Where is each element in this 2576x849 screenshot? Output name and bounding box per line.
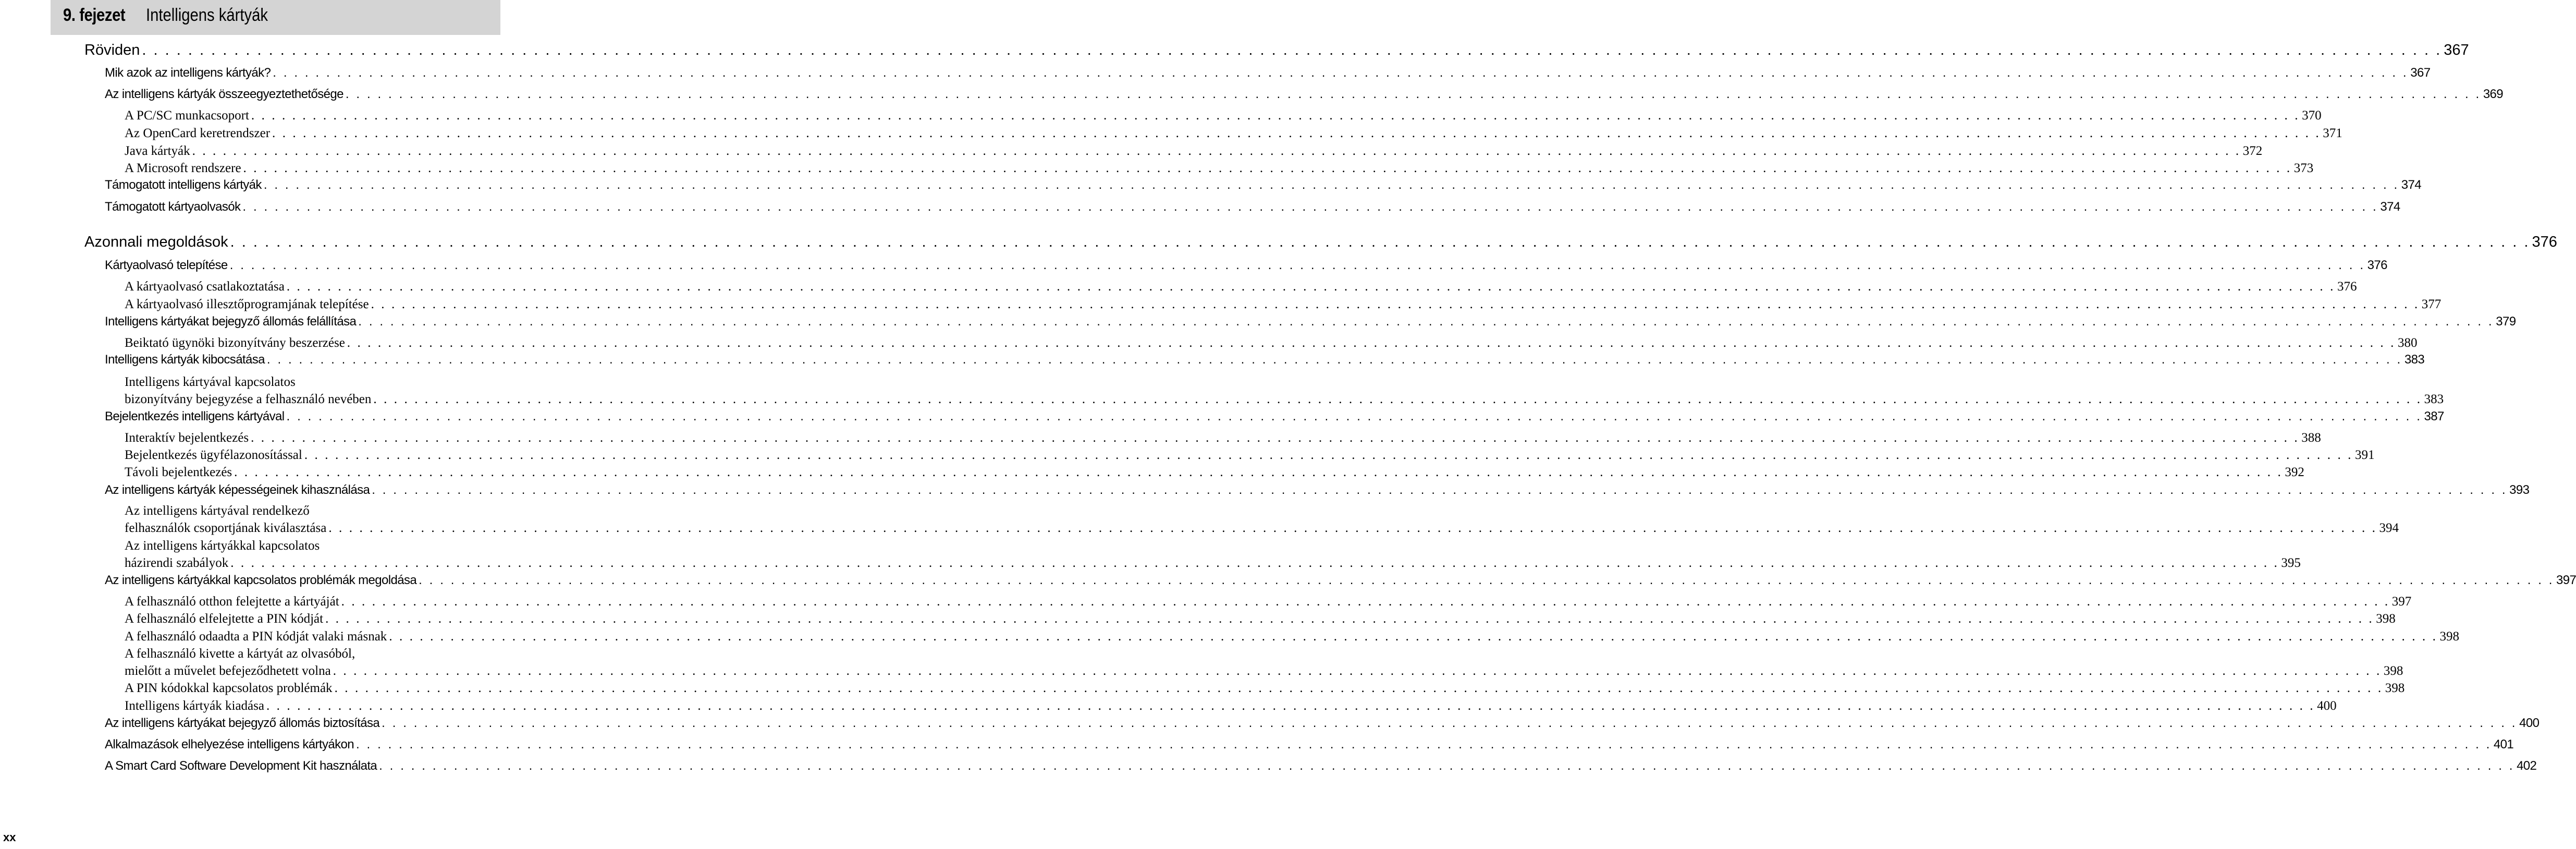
dot-leader: . . . . . . . . . . . . . . . . . . . . . . . . . . . . . . . . . . . . . . . . . . . . . . . . . . . . . . . . . . . . . . . . . . . . . . . . . . . . . . . . . . . . . . . . . . . . . . . . . . . . . . . . . . . . . . . . . . . . . . . . . . . . . . . . . . . . . . . . . . . . . . . . . . . . . . . . . . . . . . . . . . . . . . . . . . . . . . . . . . . . . . . . . . . . . . . . . . . . . . . . xyxy=(334,681,2383,695)
toc-entry-title: A kártyaolvasó csatlakoztatása xyxy=(125,280,285,294)
dot-leader: . . . . . . . . . . . . . . . . . . . . . . . . . . . . . . . . . . . . . . . . . . . . . . . . . . . . . . . . . . . . . . . . . . . . . . . . . . . . . . . . . . . . . . . . . . . . . . . . . . . . . . . . . . . . . . . . . . . . . . . . . . . . . . . . . . . . . . . . . . . . . . . . . . . . . . . . . . . . . . . . . . . . . . . . . . . . . . . . . . . . . . . . . . . . . . . . . . . . . . . . xyxy=(251,108,2300,123)
dot-leader: . . . . . . . . . . . . . . . . . . . . . . . . . . . . . . . . . . . . . . . . . . . . . . . . . . . . . . . . . . . . . . . . . . . . . . . . . . . . . . . . . . . . . . . . . . . . . . . . . . . . . . . . . . . . . . . . . . . . . . . . . . . . . . . . . . . . . . . . . . . . . . . . . . . . . . . . . . . . . . . . . . . . . . . . . . . . . . . . . . . . . . . . . . . . . . . . . . . . . . . . xyxy=(272,126,2321,140)
chapter-number: 9. fejezet xyxy=(63,5,126,25)
toc-entry-page-number: 387 xyxy=(2424,409,2444,423)
toc-entry-page-number: 398 xyxy=(2376,612,2396,626)
toc-entry[interactable] xyxy=(105,353,2425,367)
toc-entry[interactable] xyxy=(105,258,2387,273)
toc-entry-page-number: 394 xyxy=(2379,521,2399,535)
toc-entry[interactable] xyxy=(125,521,2399,536)
toc-entry-page-number: 374 xyxy=(2380,200,2400,214)
toc-entry-page-number: 367 xyxy=(2410,66,2431,80)
toc-entry[interactable] xyxy=(105,716,2540,731)
toc-entry[interactable] xyxy=(84,42,2469,59)
toc-entry[interactable] xyxy=(105,66,2431,80)
toc-entry-page-number: 398 xyxy=(2383,664,2403,678)
toc-entry-title: házirendi szabályok xyxy=(125,556,229,570)
toc-entry-title: mielőtt a művelet befejeződhetett volna xyxy=(125,664,331,678)
toc-entry-title: A PIN kódokkal kapcsolatos problémák xyxy=(125,681,333,695)
dot-leader: . . . . . . . . . . . . . . . . . . . . . . . . . . . . . . . . . . . . . . . . . . . . . . . . . . . . . . . . . . . . . . . . . . . . . . . . . . . . . . . . . . . . . . . . . . . . . . . . . . . . . . . . . . . . . . . . . . . . . . . . . . . . . . . . . . . . . . . . . . . . . . . . . . . . . . . . . . . . . . . . . . . . . . . . . . . . . . . . . . . . . . . . . . . . . . . . . . . . . . . . xyxy=(304,448,2353,462)
toc-entry-title: bizonyítvány bejegyzése a felhasználó nevében xyxy=(125,392,372,406)
dot-leader: . . . . . . . . . . . . . . . . . . . . . . . . . . . . . . . . . . . . . . . . . . . . . . . . . . . . . . . . . . . . . . . . . . . . . . . . . . . . . . . . . . . . . . . . . . . . . . . . . . . . . . . . . . . . . . . . . . . . . . . . . . . . . . . . . . . . . . . . . . . . . . . . . . . . . . . . . . . . . . . . . . . . . . . . . . . . . . . . . . . . . . . . . . . . . . . . . . . . . . . . xyxy=(230,556,2279,570)
dot-leader: . . . . . . . . . . . . . . . . . . . . . . . . . . . . . . . . . . . . . . . . . . . . . . . . . . . . . . . . . . . . . . . . . . . . . . . . . . . . . . . . . . . . . . . . . . . . . . . . . . . . . . . . . . . . . . . . . . . . . . . . . . . . . . . . . . . . . . . . . . . . . . . . . . . . . . . . . . . . . . . . . . . . . . . . . . . . . . . . . . . . . . . . . . . . . . . . . . . . . . . . xyxy=(142,42,2442,58)
toc-entry-page-number: 379 xyxy=(2496,314,2516,329)
toc-entry-page-number: 377 xyxy=(2421,297,2442,311)
toc-entry[interactable] xyxy=(125,161,2314,176)
toc-entry-page-number: 380 xyxy=(2397,336,2418,350)
toc-entry-title: A felhasználó odaadta a PIN kódját valaki másnak xyxy=(125,629,387,644)
toc-entry[interactable] xyxy=(125,108,2322,123)
toc-entry-title: Bejelentkezés intelligens kártyával xyxy=(105,409,285,423)
dot-leader: . . . . . . . . . . . . . . . . . . . . . . . . . . . . . . . . . . . . . . . . . . . . . . . . . . . . . . . . . . . . . . . . . . . . . . . . . . . . . . . . . . . . . . . . . . . . . . . . . . . . . . . . . . . . . . . . . . . . . . . . . . . . . . . . . . . . . . . . . . . . . . . . . . . . . . . . . . . . . . . . . . . . . . . . . . . . . . . . . . . . . . . . . . . . . . . . . . . . . . . . xyxy=(389,629,2438,644)
toc-entry-page-number: 395 xyxy=(2281,556,2301,570)
toc-entry[interactable] xyxy=(125,681,2405,696)
toc-entry-title: A kártyaolvasó illesztőprogramjának telepítése xyxy=(125,297,369,311)
toc-entry-title: Támogatott intelligens kártyák xyxy=(105,178,262,192)
toc-entry-title: Interaktív bejelentkezés xyxy=(125,431,249,445)
dot-leader: . . . . . . . . . . . . . . . . . . . . . . . . . . . . . . . . . . . . . . . . . . . . . . . . . . . . . . . . . . . . . . . . . . . . . . . . . . . . . . . . . . . . . . . . . . . . . . . . . . . . . . . . . . . . . . . . . . . . . . . . . . . . . . . . . . . . . . . . . . . . . . . . . . . . . . . . . . . . . . . . . . . . . . . . . . . . . . . . . . . . . . . . . . . . . . . . . . . . . . . . xyxy=(382,716,2518,730)
toc-entry[interactable] xyxy=(125,280,2357,294)
dot-leader: . . . . . . . . . . . . . . . . . . . . . . . . . . . . . . . . . . . . . . . . . . . . . . . . . . . . . . . . . . . . . . . . . . . . . . . . . . . . . . . . . . . . . . . . . . . . . . . . . . . . . . . . . . . . . . . . . . . . . . . . . . . . . . . . . . . . . . . . . . . . . . . . . . . . . . . . . . . . . . . . . . . . . . . . . . . . . . . . . . . . . . . . . . . . . . . . . . . . . . . . xyxy=(266,699,2315,713)
toc-entry[interactable] xyxy=(125,664,2403,678)
toc-entry-page-number: 397 xyxy=(2556,573,2576,587)
toc-entry-title: A PC/SC munkacsoport xyxy=(125,108,249,123)
toc-entry-page-number: 397 xyxy=(2391,595,2412,609)
toc-entry-title: Intelligens kártyák kiadása xyxy=(125,699,264,713)
toc-entry-page-number: 376 xyxy=(2367,258,2387,272)
toc-entry-title: A Microsoft rendszere xyxy=(125,161,241,175)
dot-leader: . . . . . . . . . . . . . . . . . . . . . . . . . . . . . . . . . . . . . . . . . . . . . . . . . . . . . . . . . . . . . . . . . . . . . . . . . . . . . . . . . . . . . . . . . . . . . . . . . . . . . . . . . . . . . . . . . . . . . . . . . . . . . . . . . . . . . . . . . . . . . . . . . . . . . . . . . . . . . . . . . . . . . . . . . . . . . . . . . . . . . . . . . . . . . . . . . . . . . . . . xyxy=(341,595,2390,609)
toc-entry-page-number: 398 xyxy=(2385,681,2405,695)
toc-entry-title: Az intelligens kártyákkal kapcsolatos problémák megoldása xyxy=(105,573,417,587)
dot-leader: . . . . . . . . . . . . . . . . . . . . . . . . . . . . . . . . . . . . . . . . . . . . . . . . . . . . . . . . . . . . . . . . . . . . . . . . . . . . . . . . . . . . . . . . . . . . . . . . . . . . . . . . . . . . . . . . . . . . . . . . . . . . . . . . . . . . . . . . . . . . . . . . . . . . . . . . . . . . . . . . . . . . . . . . . . . . . . . . . . . . . . . . . . . . . . . . . . . . . . . . xyxy=(234,465,2283,479)
toc-entry-title: Intelligens kártyákat bejegyző állomás felállítása xyxy=(105,314,357,329)
toc-entry-page-number: 373 xyxy=(2293,161,2314,175)
dot-leader: . . . . . . . . . . . . . . . . . . . . . . . . . . . . . . . . . . . . . . . . . . . . . . . . . . . . . . . . . . . . . . . . . . . . . . . . . . . . . . . . . . . . . . . . . . . . . . . . . . . . . . . . . . . . . . . . . . . . . . . . . . . . . . . . . . . . . . . . . . . . . . . . . . . . . . . . . . . . . . . . . . . . . . . . . . . . . . . . . . . . . . . . . . . . . . . . . . . . . . . . xyxy=(243,161,2292,175)
toc-entry-title: Az intelligens kártyákat bejegyző állomás biztosítása xyxy=(105,716,380,730)
toc-entry-title: Röviden xyxy=(84,42,140,58)
toc-entry[interactable] xyxy=(105,759,2537,773)
toc-entry-page-number: 376 xyxy=(2532,234,2557,250)
toc-entry-page-number: 369 xyxy=(2483,87,2504,101)
toc-entry-page-number: 400 xyxy=(2519,716,2540,730)
toc-entry-page-number: 383 xyxy=(2404,353,2425,367)
page-folio: xx xyxy=(3,831,16,844)
dot-leader: . . . . . . . . . . . . . . . . . . . . . . . . . . . . . . . . . . . . . . . . . . . . . . . . . . . . . . . . . . . . . . . . . . . . . . . . . . . . . . . . . . . . . . . . . . . . . . . . . . . . . . . . . . . . . . . . . . . . . . . . . . . . . . . . . . . . . . . . . . . . . . . . . . . . . . . . . . . . . . . . . . . . . . . . . . . . . . . . . . . . . . . . . . . . . . . . . . . . . . . . xyxy=(242,200,2378,214)
toc-entry-title: Az OpenCard keretrendszer xyxy=(125,126,271,140)
toc-entry-title: Az intelligens kártyák összeegyeztethetősége xyxy=(105,87,344,101)
toc-entry-page-number: 370 xyxy=(2302,108,2322,123)
dot-leader: . . . . . . . . . . . . . . . . . . . . . . . . . . . . . . . . . . . . . . . . . . . . . . . . . . . . . . . . . . . . . . . . . . . . . . . . . . . . . . . . . . . . . . . . . . . . . . . . . . . . . . . . . . . . . . . . . . . . . . . . . . . . . . . . . . . . . . . . . . . . . . . . . . . . . . . . . . . . . . . . . . . . . . . . . . . . . . . . . . . . . . . . . . . . . . . . . . . . . . . . xyxy=(371,297,2420,311)
dot-leader: . . . . . . . . . . . . . . . . . . . . . . . . . . . . . . . . . . . . . . . . . . . . . . . . . . . . . . . . . . . . . . . . . . . . . . . . . . . . . . . . . . . . . . . . . . . . . . . . . . . . . . . . . . . . . . . . . . . . . . . . . . . . . . . . . . . . . . . . . . . . . . . . . . . . . . . . . . . . . . . . . . . . . . . . . . . . . . . . . . . . . . . . . . . . . . . . . . . . . . . . xyxy=(286,409,2422,423)
toc-entry[interactable] xyxy=(125,144,2263,159)
toc-entry[interactable] xyxy=(125,465,2304,480)
toc-entry-title: Azonnali megoldások xyxy=(84,234,228,250)
toc-entry[interactable] xyxy=(125,595,2412,609)
dot-leader: . . . . . . . . . . . . . . . . . . . . . . . . . . . . . . . . . . . . . . . . . . . . . . . . . . . . . . . . . . . . . . . . . . . . . . . . . . . . . . . . . . . . . . . . . . . . . . . . . . . . . . . . . . . . . . . . . . . . . . . . . . . . . . . . . . . . . . . . . . . . . . . . . . . . . . . . . . . . . . . . . . . . . . . . . . . . . . . . . . . . . . . . . . . . . . . . . . . . . . . . xyxy=(373,392,2422,406)
toc-entry-title: Kártyaolvasó telepítése xyxy=(105,258,228,272)
toc-entry-page-number: 367 xyxy=(2444,42,2469,58)
toc-entry[interactable] xyxy=(125,556,2301,571)
toc-entry-title: felhasználók csoportjának kiválasztása xyxy=(125,521,327,535)
dot-leader: . . . . . . . . . . . . . . . . . . . . . . . . . . . . . . . . . . . . . . . . . . . . . . . . . . . . . . . . . . . . . . . . . . . . . . . . . . . . . . . . . . . . . . . . . . . . . . . . . . . . . . . . . . . . . . . . . . . . . . . . . . . . . . . . . . . . . . . . . . . . . . . . . . . . . . . . . . . . . . . . . . . . . . . . . . . . . . . . . . . . . . . . . . . . . . . . . . . . . . . . xyxy=(328,521,2377,535)
toc-entry-page-number: 376 xyxy=(2337,280,2357,294)
toc-entry[interactable] xyxy=(105,178,2421,192)
toc-entry-title: A Smart Card Software Development Kit használata xyxy=(105,759,377,773)
toc-entry-title: Bejelentkezés ügyfélazonosítással xyxy=(125,448,302,462)
toc-entry-title: A felhasználó otthon felejtette a kártyáját xyxy=(125,595,339,609)
toc-entry-page-number: 383 xyxy=(2424,392,2444,406)
dot-leader: . . . . . . . . . . . . . . . . . . . . . . . . . . . . . . . . . . . . . . . . . . . . . . . . . . . . . . . . . . . . . . . . . . . . . . . . . . . . . . . . . . . . . . . . . . . . . . . . . . . . . . . . . . . . . . . . . . . . . . . . . . . . . . . . . . . . . . . . . . . . . . . . . . . . . . . . . . . . . . . . . . . . . . . . . . . . . . . . . . . . . . . . . . . . . . . . . . . . . . . . xyxy=(273,66,2409,80)
toc-entry-title: Az intelligens kártyák képességeinek kihasználása xyxy=(105,483,370,497)
dot-leader: . . . . . . . . . . . . . . . . . . . . . . . . . . . . . . . . . . . . . . . . . . . . . . . . . . . . . . . . . . . . . . . . . . . . . . . . . . . . . . . . . . . . . . . . . . . . . . . . . . . . . . . . . . . . . . . . . . . . . . . . . . . . . . . . . . . . . . . . . . . . . . . . . . . . . . . . . . . . . . . . . . . . . . . . . . . . . . . . . . . . . . . . . . . . . . . . . . . . . . . . xyxy=(347,336,2396,350)
toc-entry-title: Intelligens kártyák kibocsátása xyxy=(105,353,265,367)
toc-entry[interactable] xyxy=(125,448,2375,463)
toc-entry[interactable] xyxy=(125,336,2418,350)
toc-entry-title: Támogatott kártyaolvasók xyxy=(105,200,241,214)
toc-entry-title: Alkalmazások elhelyezése intelligens kártyákon xyxy=(105,737,354,751)
toc-entry[interactable] xyxy=(125,629,2459,644)
dot-leader: . . . . . . . . . . . . . . . . . . . . . . . . . . . . . . . . . . . . . . . . . . . . . . . . . . . . . . . . . . . . . . . . . . . . . . . . . . . . . . . . . . . . . . . . . . . . . . . . . . . . . . . . . . . . . . . . . . . . . . . . . . . . . . . . . . . . . . . . . . . . . . . . . . . . . . . . . . . . . . . . . . . . . . . . . . . . . . . . . . . . . . . . . . . . . . . . . . . . . . . . xyxy=(345,87,2481,101)
toc-entry[interactable] xyxy=(105,87,2504,102)
toc-entry[interactable] xyxy=(125,126,2342,141)
toc-entry[interactable] xyxy=(125,297,2442,312)
toc-entry-page-number: 371 xyxy=(2323,126,2342,140)
dot-leader: . . . . . . . . . . . . . . . . . . . . . . . . . . . . . . . . . . . . . . . . . . . . . . . . . . . . . . . . . . . . . . . . . . . . . . . . . . . . . . . . . . . . . . . . . . . . . . . . . . . . . . . . . . . . . . . . . . . . . . . . . . . . . . . . . . . . . . . . . . . . . . . . . . . . . . . . . . . . . . . . . . . . . . . . . . . . . . . . . . . . . . . . . . . . . . . . . . . . . . . . xyxy=(229,258,2365,272)
dot-leader: . . . . . . . . . . . . . . . . . . . . . . . . . . . . . . . . . . . . . . . . . . . . . . . . . . . . . . . . . . . . . . . . . . . . . . . . . . . . . . . . . . . . . . . . . . . . . . . . . . . . . . . . . . . . . . . . . . . . . . . . . . . . . . . . . . . . . . . . . . . . . . . . . . . . . . . . . . . . . . . . . . . . . . . . . . . . . . . . . . . . . . . . . . . . . . . . . . . . . . . . xyxy=(263,178,2399,192)
toc-entry[interactable] xyxy=(105,200,2400,214)
toc-entry-title: A felhasználó elfelejtette a PIN kódját xyxy=(125,612,324,626)
toc-entry-title: Mik azok az intelligens kártyák? xyxy=(105,66,271,80)
toc-entry[interactable] xyxy=(105,483,2530,498)
toc-entry-page-number: 400 xyxy=(2317,699,2337,713)
toc-entry-page-number: 372 xyxy=(2242,144,2263,158)
toc-entry-page-number: 374 xyxy=(2401,178,2421,192)
dot-leader: . . . . . . . . . . . . . . . . . . . . . . . . . . . . . . . . . . . . . . . . . . . . . . . . . . . . . . . . . . . . . . . . . . . . . . . . . . . . . . . . . . . . . . . . . . . . . . . . . . . . . . . . . . . . . . . . . . . . . . . . . . . . . . . . . . . . . . . . . . . . . . . . . . . . . . . . . . . . . . . . . . . . . . . . . . . . . . . . . . . . . . . . . . . . . . . . . . . . . . . . xyxy=(266,353,2402,367)
toc-entry-page-number: 398 xyxy=(2439,629,2459,644)
toc-entry[interactable] xyxy=(125,431,2321,445)
toc-entry-title: Távoli bejelentkezés xyxy=(125,465,232,479)
dot-leader: . . . . . . . . . . . . . . . . . . . . . . . . . . . . . . . . . . . . . . . . . . . . . . . . . . . . . . . . . . . . . . . . . . . . . . . . . . . . . . . . . . . . . . . . . . . . . . . . . . . . . . . . . . . . . . . . . . . . . . . . . . . . . . . . . . . . . . . . . . . . . . . . . . . . . . . . . . . . . . . . . . . . . . . . . . . . . . . . . . . . . . . . . . . . . . . . . . . . . . . . xyxy=(358,314,2494,329)
toc-entry[interactable] xyxy=(125,699,2337,713)
toc-entry-title-line: A felhasználó kivette a kártyát az olvasóból, xyxy=(125,647,355,661)
dot-leader: . . . . . . . . . . . . . . . . . . . . . . . . . . . . . . . . . . . . . . . . . . . . . . . . . . . . . . . . . . . . . . . . . . . . . . . . . . . . . . . . . . . . . . . . . . . . . . . . . . . . . . . . . . . . . . . . . . . . . . . . . . . . . . . . . . . . . . . . . . . . . . . . . . . . . . . . . . . . . . . . . . . . . . . . . . . . . . . . . . . . . . . . . . . . . . . . . . . . . . . . xyxy=(372,483,2508,497)
toc-entry[interactable] xyxy=(84,234,2557,251)
dot-leader: . . . . . . . . . . . . . . . . . . . . . . . . . . . . . . . . . . . . . . . . . . . . . . . . . . . . . . . . . . . . . . . . . . . . . . . . . . . . . . . . . . . . . . . . . . . . . . . . . . . . . . . . . . . . . . . . . . . . . . . . . . . . . . . . . . . . . . . . . . . . . . . . . . . . . . . . . . . . . . . . . . . . . . . . . . . . . . . . . . . . . . . . . . . . . . . . . . . . . . . . xyxy=(356,737,2492,751)
dot-leader: . . . . . . . . . . . . . . . . . . . . . . . . . . . . . . . . . . . . . . . . . . . . . . . . . . . . . . . . . . . . . . . . . . . . . . . . . . . . . . . . . . . . . . . . . . . . . . . . . . . . . . . . . . . . . . . . . . . . . . . . . . . . . . . . . . . . . . . . . . . . . . . . . . . . . . . . . . . . . . . . . . . . . . . . . . . . . . . . . . . . . . . . . . . . . . . . . . . . . . . . xyxy=(230,234,2530,250)
toc-entry-page-number: 402 xyxy=(2517,759,2537,773)
dot-leader: . . . . . . . . . . . . . . . . . . . . . . . . . . . . . . . . . . . . . . . . . . . . . . . . . . . . . . . . . . . . . . . . . . . . . . . . . . . . . . . . . . . . . . . . . . . . . . . . . . . . . . . . . . . . . . . . . . . . . . . . . . . . . . . . . . . . . . . . . . . . . . . . . . . . . . . . . . . . . . . . . . . . . . . . . . . . . . . . . . . . . . . . . . . . . . . . . . . . . . . . xyxy=(251,431,2300,445)
toc-entry-title-line: Intelligens kártyával kapcsolatos xyxy=(125,375,296,389)
toc-entry[interactable] xyxy=(105,573,2576,588)
toc-entry[interactable] xyxy=(105,409,2444,424)
toc-entry-page-number: 391 xyxy=(2355,448,2375,462)
toc-entry[interactable] xyxy=(105,314,2516,329)
toc-entry-title: Java kártyák xyxy=(125,144,190,158)
dot-leader: . . . . . . . . . . . . . . . . . . . . . . . . . . . . . . . . . . . . . . . . . . . . . . . . . . . . . . . . . . . . . . . . . . . . . . . . . . . . . . . . . . . . . . . . . . . . . . . . . . . . . . . . . . . . . . . . . . . . . . . . . . . . . . . . . . . . . . . . . . . . . . . . . . . . . . . . . . . . . . . . . . . . . . . . . . . . . . . . . . . . . . . . . . . . . . . . . . . . . . . . xyxy=(286,280,2335,294)
toc-entry-page-number: 392 xyxy=(2285,465,2304,479)
toc-entry[interactable] xyxy=(105,737,2514,752)
toc-entry-title-line: Az intelligens kártyával rendelkező xyxy=(125,504,310,518)
dot-leader: . . . . . . . . . . . . . . . . . . . . . . . . . . . . . . . . . . . . . . . . . . . . . . . . . . . . . . . . . . . . . . . . . . . . . . . . . . . . . . . . . . . . . . . . . . . . . . . . . . . . . . . . . . . . . . . . . . . . . . . . . . . . . . . . . . . . . . . . . . . . . . . . . . . . . . . . . . . . . . . . . . . . . . . . . . . . . . . . . . . . . . . . . . . . . . . . . . . . . . . . xyxy=(419,573,2555,587)
chapter-title: Intelligens kártyák xyxy=(146,5,268,25)
toc-entry-page-number: 401 xyxy=(2493,737,2514,751)
dot-leader: . . . . . . . . . . . . . . . . . . . . . . . . . . . . . . . . . . . . . . . . . . . . . . . . . . . . . . . . . . . . . . . . . . . . . . . . . . . . . . . . . . . . . . . . . . . . . . . . . . . . . . . . . . . . . . . . . . . . . . . . . . . . . . . . . . . . . . . . . . . . . . . . . . . . . . . . . . . . . . . . . . . . . . . . . . . . . . . . . . . . . . . . . . . . . . . . . . . . . . . . xyxy=(192,144,2241,158)
dot-leader: . . . . . . . . . . . . . . . . . . . . . . . . . . . . . . . . . . . . . . . . . . . . . . . . . . . . . . . . . . . . . . . . . . . . . . . . . . . . . . . . . . . . . . . . . . . . . . . . . . . . . . . . . . . . . . . . . . . . . . . . . . . . . . . . . . . . . . . . . . . . . . . . . . . . . . . . . . . . . . . . . . . . . . . . . . . . . . . . . . . . . . . . . . . . . . . . . . . . . . . . xyxy=(333,664,2382,678)
dot-leader: . . . . . . . . . . . . . . . . . . . . . . . . . . . . . . . . . . . . . . . . . . . . . . . . . . . . . . . . . . . . . . . . . . . . . . . . . . . . . . . . . . . . . . . . . . . . . . . . . . . . . . . . . . . . . . . . . . . . . . . . . . . . . . . . . . . . . . . . . . . . . . . . . . . . . . . . . . . . . . . . . . . . . . . . . . . . . . . . . . . . . . . . . . . . . . . . . . . . . . . . xyxy=(379,759,2515,773)
toc-entry-title-line: Az intelligens kártyákkal kapcsolatos xyxy=(125,539,320,553)
toc-entry-title: Beiktató ügynöki bizonyítvány beszerzése xyxy=(125,336,345,350)
dot-leader: . . . . . . . . . . . . . . . . . . . . . . . . . . . . . . . . . . . . . . . . . . . . . . . . . . . . . . . . . . . . . . . . . . . . . . . . . . . . . . . . . . . . . . . . . . . . . . . . . . . . . . . . . . . . . . . . . . . . . . . . . . . . . . . . . . . . . . . . . . . . . . . . . . . . . . . . . . . . . . . . . . . . . . . . . . . . . . . . . . . . . . . . . . . . . . . . . . . . . . . . xyxy=(325,612,2374,626)
toc-entry-page-number: 388 xyxy=(2301,431,2321,445)
toc-entry[interactable] xyxy=(125,612,2396,626)
toc-entry[interactable] xyxy=(125,392,2444,407)
toc-entry-page-number: 393 xyxy=(2509,483,2530,497)
